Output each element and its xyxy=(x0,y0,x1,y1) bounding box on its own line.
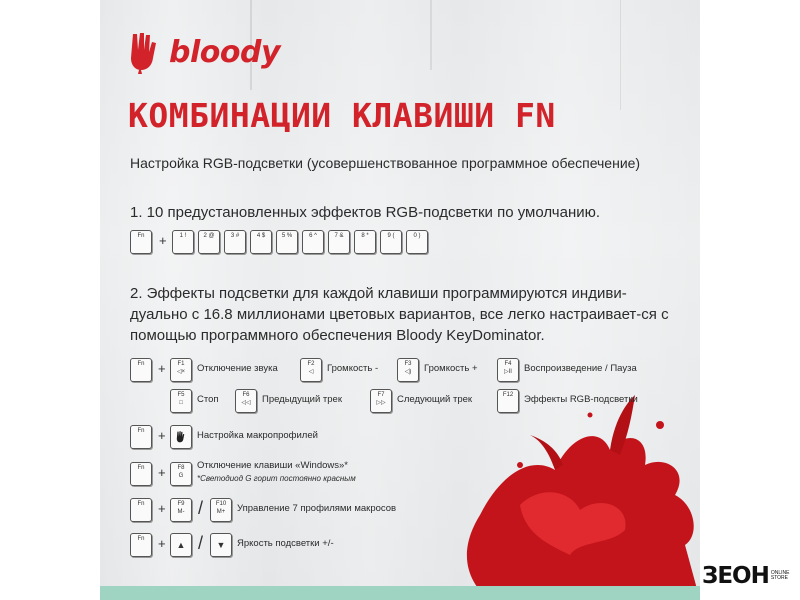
label-windows-lock: Отключение клавиши «Windows»* xyxy=(197,460,348,471)
bloody-hand-icon xyxy=(175,430,187,444)
f8-key xyxy=(170,462,192,486)
label-play-pause: Воспроизведение / Пауза xyxy=(524,363,637,374)
wall-crack xyxy=(430,0,432,70)
key-label: 7 & xyxy=(334,233,344,239)
key-label: 3 # xyxy=(230,233,240,239)
arrow-up-key xyxy=(170,533,192,557)
key-label: F8 xyxy=(177,465,185,471)
key-label: F1 xyxy=(177,361,185,367)
volume-up-icon: ◁) xyxy=(404,369,412,375)
label-volume-down: Громкость - xyxy=(327,363,379,374)
poster-panel xyxy=(100,0,700,600)
key-2 xyxy=(198,230,220,254)
fn-key xyxy=(130,533,152,557)
label-previous-track: Предыдущий трек xyxy=(262,394,342,405)
key-0 xyxy=(406,230,428,254)
label-volume-up: Громкость + xyxy=(424,363,478,374)
key-4 xyxy=(250,230,272,254)
plus-sign: + xyxy=(158,428,166,443)
macro-key xyxy=(170,425,192,449)
f2-key xyxy=(300,358,322,382)
key-7 xyxy=(328,230,350,254)
key-label: 8 * xyxy=(361,233,369,239)
key-label: F9 xyxy=(177,501,185,507)
label-stop: Стоп xyxy=(197,394,219,405)
key-label: F7 xyxy=(377,392,385,398)
volume-down-icon: ◁ xyxy=(308,369,314,375)
bloody-hand-icon xyxy=(125,30,165,74)
key-label: F5 xyxy=(177,392,185,398)
key-sublabel: M- xyxy=(177,509,185,515)
mute-icon: ◁× xyxy=(176,369,186,375)
f7-key xyxy=(370,389,392,413)
label-mute: Отключение звука xyxy=(197,363,278,374)
subtitle: Настройка RGB-подсветки (усовершенствованное программное обеспечение) xyxy=(130,155,641,171)
bottom-strip xyxy=(100,586,700,600)
key-label: 0 ) xyxy=(413,233,421,239)
plus-sign: + xyxy=(158,501,166,516)
plus-sign: + xyxy=(158,465,166,480)
f5-key xyxy=(170,389,192,413)
arrow-down-icon: ▼ xyxy=(216,540,226,550)
zeon-logo xyxy=(702,563,790,589)
plus-sign: + xyxy=(158,361,166,376)
section-1-text: 1. 10 предустановленных эффектов RGB-подсветки по умолчанию. xyxy=(130,204,601,221)
plus-sign: + xyxy=(158,536,166,551)
key-label: Fn xyxy=(137,465,145,471)
next-track-icon: ▷▷ xyxy=(376,400,386,406)
label-windows-lock-note: *Светодиод G горит постоянно красным xyxy=(197,474,356,483)
f4-key xyxy=(497,358,519,382)
key-label: Fn xyxy=(137,428,145,434)
f10-key xyxy=(210,498,232,522)
slash-sign: / xyxy=(198,533,204,553)
arrow-up-icon: ▲ xyxy=(176,540,186,550)
key-8 xyxy=(354,230,376,254)
key-3 xyxy=(224,230,246,254)
wall-crack xyxy=(620,0,621,110)
label-macro-profiles: Настройка макропрофилей xyxy=(197,430,318,441)
label-macro-profiles-control: Управление 7 профилями макросов xyxy=(237,503,397,514)
label-brightness: Яркость подсветки +/- xyxy=(237,538,334,549)
key-label: Fn xyxy=(137,233,145,239)
label-rgb-effects: Эффекты RGB-подсветки xyxy=(524,394,638,405)
fn-key xyxy=(130,425,152,449)
zeon-logo-subtext: ONLINE STORE xyxy=(770,570,790,581)
bloody-logo xyxy=(125,30,280,74)
key-sublabel: M+ xyxy=(216,509,226,515)
plus-sign: + xyxy=(159,233,167,248)
label-next-track: Следующий трек xyxy=(397,394,473,405)
key-5 xyxy=(276,230,298,254)
key-label: F3 xyxy=(404,361,412,367)
key-label: Fn xyxy=(137,501,145,507)
slash-sign: / xyxy=(198,498,204,518)
key-label: F2 xyxy=(307,361,315,367)
f6-key xyxy=(235,389,257,413)
key-label: 9 ( xyxy=(387,233,395,239)
fn-key xyxy=(130,498,152,522)
key-label: 6 ^ xyxy=(309,233,317,239)
fn-key xyxy=(130,462,152,486)
key-label: 5 % xyxy=(281,233,293,239)
stop-icon: □ xyxy=(179,400,183,406)
zeon-logo-text: ЗЕОН xyxy=(702,563,769,589)
key-1 xyxy=(172,230,194,254)
key-label: F12 xyxy=(502,392,514,398)
key-label: Fn xyxy=(137,536,145,542)
arrow-down-key xyxy=(210,533,232,557)
previous-track-icon: ◁◁ xyxy=(241,400,251,406)
section-2-text: 2. Эффекты подсветки для каждой клавиши программируются индиви-дуально с 16.8 миллионами цветовых вариантов, все легко настраивает-ся с помощью программного обеспечения Bloody KeyDominator. xyxy=(130,285,669,344)
key-label: F6 xyxy=(242,392,250,398)
f12-key xyxy=(497,389,519,413)
key-label: F4 xyxy=(504,361,512,367)
f1-key xyxy=(170,358,192,382)
key-label: Fn xyxy=(137,361,145,367)
key-label: F10 xyxy=(215,501,227,507)
key-label: 1 ! xyxy=(179,233,187,239)
bloody-logo-text: bloody xyxy=(169,34,281,70)
fn-key xyxy=(130,358,152,382)
red-paint-splash xyxy=(460,395,700,600)
key-6 xyxy=(302,230,324,254)
key-label: 2 @ xyxy=(203,233,215,239)
key-sublabel: G xyxy=(178,473,184,479)
f9-key xyxy=(170,498,192,522)
key-label: 4 $ xyxy=(256,233,266,239)
fn-key xyxy=(130,230,152,254)
play-pause-icon: ▷II xyxy=(504,369,512,375)
page-title: КОМБИНАЦИИ КЛАВИШИ FN xyxy=(128,96,556,135)
f3-key xyxy=(397,358,419,382)
key-9 xyxy=(380,230,402,254)
